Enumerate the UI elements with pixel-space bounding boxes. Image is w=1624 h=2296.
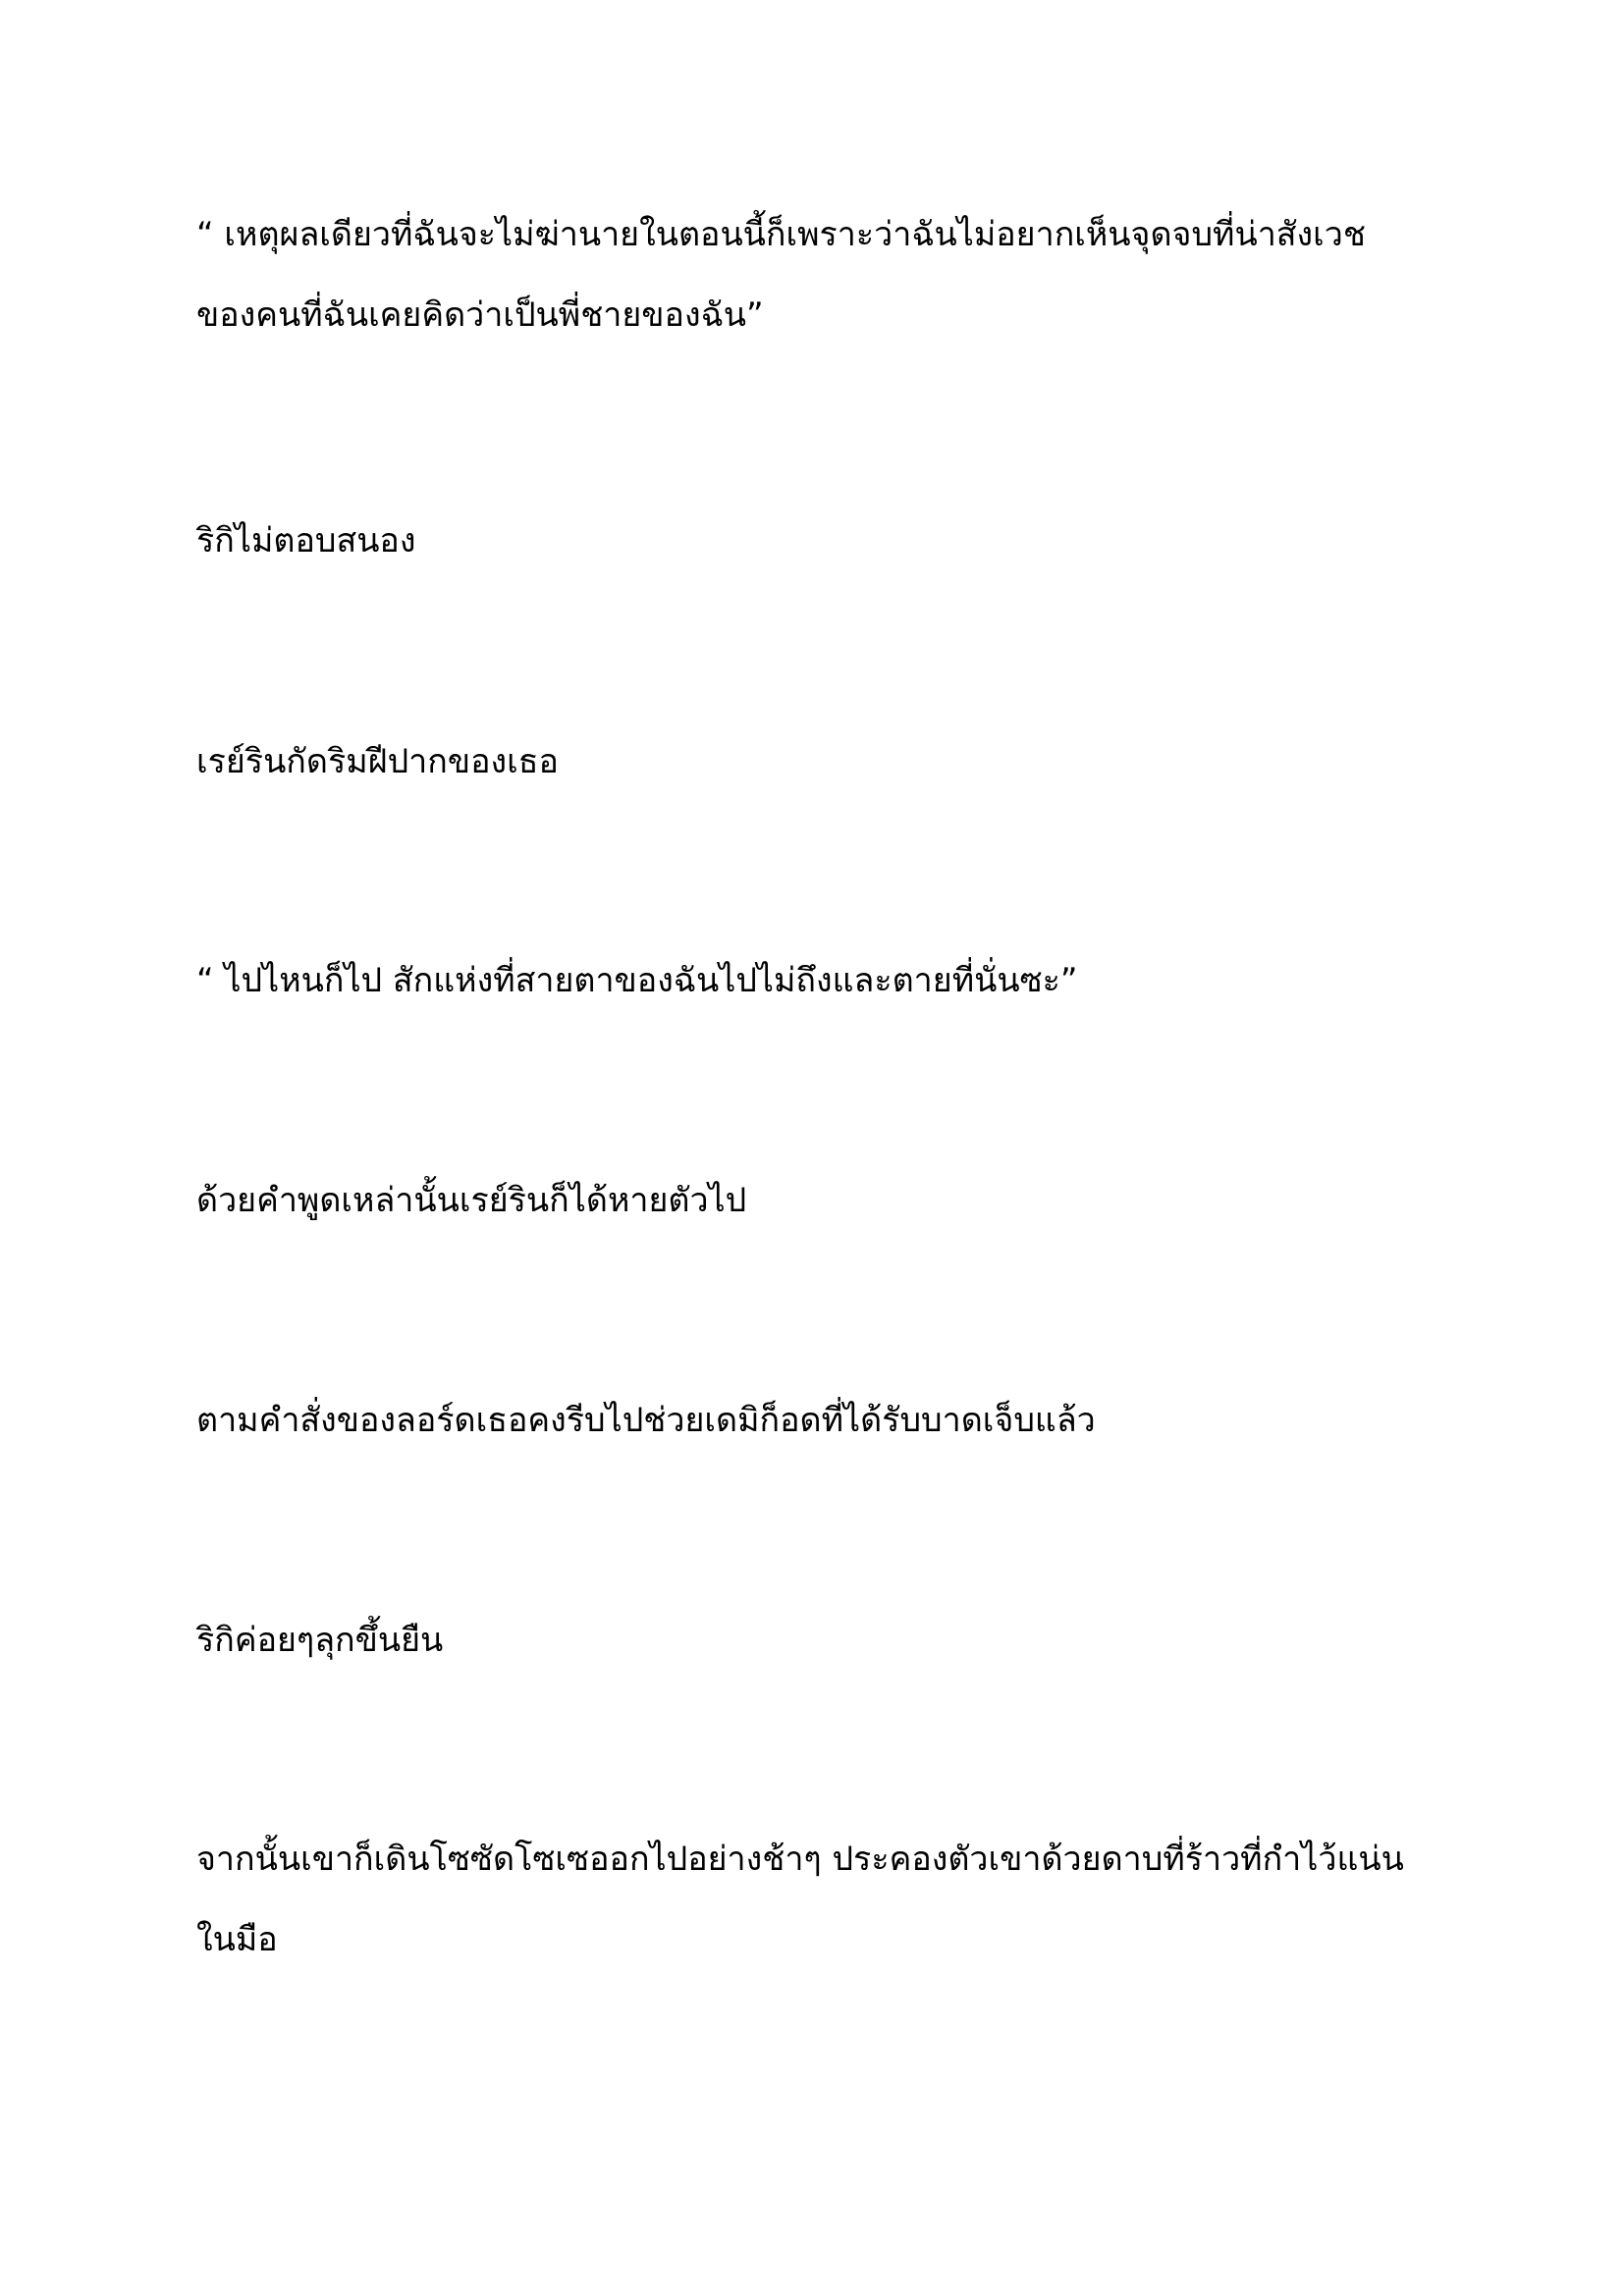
paragraph-riki-no-response: ริกิไม่ตอบสนอง	[196, 521, 416, 561]
paragraph-speech-reason: “ เหตุผลเดียวที่ฉันจะไม่ฆ่านายในตอนนี้ก็เพราะว่าฉันไม่อยากเห็นจุดจบที่น่าสังเวช ของคนที่ฉันเคยคิดว่าเป็นพี่ชายของฉัน”	[196, 215, 1366, 335]
paragraph-riki-stands: ริกิค่อยๆลุกขึ้นยืน	[196, 1621, 444, 1660]
paragraph-lord-order: ตามคำสั่งของลอร์ดเธอคงรีบไปช่วยเดมิก็อดที่ได้รับบาดเจ็บแล้ว	[196, 1401, 1096, 1440]
paragraph-reirin-bites-lip: เรย์รินกัดริมฝีปากของเธอ	[196, 742, 559, 781]
paragraph-riki-walks-away: จากนั้นเขาก็เดินโซซัดโซเซออกไปอย่างช้าๆ ประคองตัวเขาด้วยดาบที่ร้าวที่กำไว้แน่น ในมือ	[196, 1840, 1404, 1959]
paragraph-speech-go-away: “ ไปไหนก็ไป สักแห่งที่สายตาของฉันไปไม่ถึงและตายที่นั่นซะ”	[196, 961, 1078, 1000]
paragraph-reirin-disappears: ด้วยคำพูดเหล่านั้นเรย์รินก็ได้หายตัวไป	[196, 1181, 747, 1220]
